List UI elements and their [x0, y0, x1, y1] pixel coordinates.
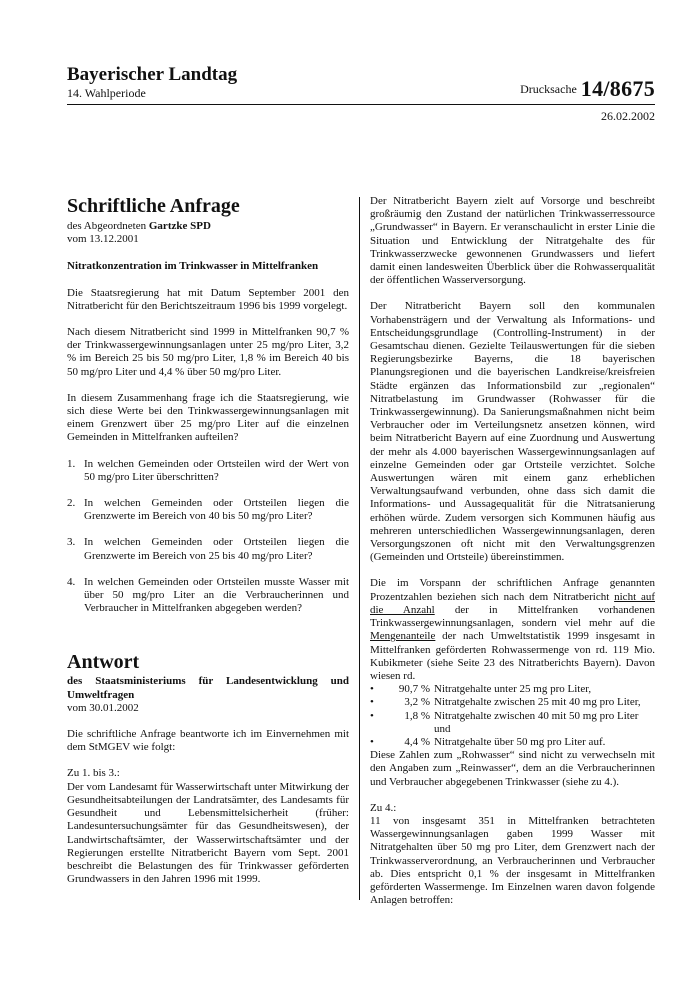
bullet-icon: • — [370, 683, 374, 696]
question-item — [67, 458, 349, 484]
list-item — [370, 683, 655, 696]
left-column — [67, 195, 349, 899]
list-text: Nitratgehalte zwischen 25 mit 40 mg pro Liter, — [434, 696, 641, 709]
bullet-icon: • — [370, 709, 374, 722]
underlined-text: Mengenanteile — [370, 630, 436, 643]
answer-paragraph: Der vom Landesamt für Wasserwirtschaft unter Mitwirkung der Gesundheitsabteilungen der Landratsämter, des Landesamts für Gesundheit und Lebensmittelsicherheit (früher: Landesuntersuchungsämter für das Gesundheitswesen), der Landwirtschaftsämter, der Wasserwirtschaftsämter und der Regierungen erstellte Nitratbericht Bayern vom Sept. 2001 beschreibt die Belastungen des für Trinkwasser geförderten Grundwassers in den Jahren 1996 mit 1999. — [67, 780, 349, 886]
author-prefix: des Abgeordneten — [67, 220, 147, 232]
list-continuation — [370, 723, 655, 736]
answer-paragraph: 11 von insgesamt 351 in Mittelfranken betrachteten Wassergewinnungsanlagen gaben 1999 Wasser mit Nitratgehalten über 50 mg pro Liter, dem Grenzwert nach der Trinkwasserverordnung, an Verbraucherinnen und Verbraucher ab. Dies entspricht 0,1 % der insgesamt in Mittelfranken geförderten Wassermenge. Im Einzelnen waren davon folgende Anlagen betroffen: — [370, 814, 655, 907]
answer-intro: Die schriftliche Anfrage beantworte ich im Einvernehmen mit dem StMGEV wie folgt: — [67, 728, 349, 754]
question-text: In welchen Gemeinden oder Ortsteilen liegen die Grenzwerte im Bereich von 40 bis 50 mg/pro Liter? — [84, 497, 349, 523]
list-text: Nitratgehalte zwischen 40 mit 50 mg pro Liter — [434, 709, 639, 722]
question-item — [67, 576, 349, 616]
document-date: 26.02.2002 — [601, 109, 655, 123]
legislative-period: 14. Wahlperiode — [67, 86, 146, 100]
parliament-name: Bayerischer Landtag — [67, 64, 238, 85]
column-divider — [359, 197, 360, 900]
drucksache-label: Drucksache — [520, 82, 577, 96]
answer-ministry: des Staatsministeriums für Landesentwicklung und Umweltfragen — [67, 675, 349, 701]
drucksache — [520, 76, 655, 102]
answer-title: Antwort — [67, 651, 140, 674]
inquiry-date: vom 13.12.2001 — [67, 233, 139, 246]
question-text: In welchen Gemeinden oder Ortsteilen musste Wasser mit über 50 mg/pro Liter an die Verbraucherinnen und Verbraucher in Mittelfranken abgegeben werden? — [84, 575, 349, 615]
answer-paragraph — [370, 577, 655, 683]
inquiry-topic: Nitratkonzentration im Trinkwasser in Mittelfranken — [67, 260, 319, 273]
header-rule — [67, 104, 655, 105]
question-number: 2. — [67, 497, 76, 510]
drucksache-number: 14/8675 — [580, 76, 655, 101]
inquiry-title: Schriftliche Anfrage — [67, 195, 240, 217]
inquiry-paragraph: Die Staatsregierung hat mit Datum September 2001 den Nitratbericht für den Berichtszeitraum 1996 bis 1999 vorgelegt. — [67, 286, 349, 312]
text-run: der in Mittelfranken vorhandenen Trinkwassergewinnungsanlagen, sondern viel mehr auf die — [370, 603, 656, 630]
text-run: Die im Vorspann der schriftlichen Anfrage genannten Prozentzahlen beziehen sich nach dem Nitratbericht — [370, 577, 655, 603]
question-item — [67, 536, 349, 562]
percentage: 4,4 % — [404, 735, 430, 748]
answer-paragraph: Der Nitratbericht Bayern soll den kommunalen Vorhabensträgern und der Verwaltung als Informations- und Entscheidungsgrundlage (Controlling-Instrument) in der Gesamtschau dienen. Gezielte Teilauswertungen für die sieben Regierungsbezirke Bayerns, die 18 bayerischen Planungsregionen und die bayerischen Landkreise/kreisfreien Städte ergänzen das Informationsbild zur „regionalen“ Nitratbelastung im Grundwasser (Rohwasser für die Trinkwassergewinnung). Da Sanierungsmaßnahmen nicht beim Verbraucher oder im Verteilungsnetz ansetzen können, wird beim Nitratbericht Bayern auf eine Zuordnung und Auswertung der mehr als 4.000 bayerischen Wassergewinnungsanlagen auf einzelne Gemeinden oder gar Ortsteile verzichtet. Solche Auswertungen wären mit einem ganz erheblichen Verwaltungsaufwand verbunden, ohne dass sich damit die Informations- und Aussagequalität für die Nitratsanierung erhöhen würde. Zudem versorgen sich Kommunen häufig aus mehreren unterschiedlichen Wassergewinnungsanlagen, deren Versorgungszonen oft nicht mit den Verwaltungsgrenzen (Gemeinden und Ortsteile) übereinstimmen. — [370, 300, 655, 564]
list-item — [370, 736, 655, 749]
percentage-list — [370, 683, 655, 749]
question-number: 3. — [67, 536, 76, 549]
percentage: 90,7 % — [398, 683, 430, 696]
question-text: In welchen Gemeinden oder Ortsteilen liegen die Grenzwerte im Bereich von 25 bis 40 mg/pro Liter? — [84, 536, 349, 562]
list-text: Nitratgehalte über 50 mg pro Liter auf. — [434, 735, 606, 748]
question-item — [67, 497, 349, 523]
inquiry-paragraph: In diesem Zusammenhang frage ich die Staatsregierung, wie sich diese Werte bei den Trinkwassergewinnungsanlagen mit einem Grenzwert über 25 mg/pro Liter auf die einzelnen Gemeinden in Mittelfranken aufteilen? — [67, 391, 349, 444]
right-column — [370, 195, 655, 920]
list-text: Nitratgehalte unter 25 mg pro Liter, — [434, 683, 592, 696]
percentage: 1,8 % — [404, 709, 430, 722]
percentage: 3,2 % — [404, 696, 430, 709]
answer-paragraph: Der Nitratbericht Bayern zielt auf Vorsorge und beschreibt großräumig den Zustand der natürlichen Trinkwasserressource „Grundwasser“ in Bayern. Er veranschaulicht in erster Linie die Situation und Entwicklung der Nitratgehalte des für Trinkwasserzwecke gewonnenen Grundwassers und liefert damit einen landesweiten Überblick über die Rohwasserqualität der öffentlichen Wasserversorgung. — [370, 195, 655, 287]
inquiry-author — [67, 220, 349, 233]
list-text: und — [434, 722, 451, 735]
inquiry-paragraph: Nach diesem Nitratbericht sind 1999 in Mittelfranken 90,7 % der Trinkwassergewinnungsanlagen unter 25 mg/pro Liter, 3,2 % im Bereich 25 bis 50 mg/pro Liter, 1,8 % im Bereich 40 bis 50 mg/pro Liter und 4,4 % über 50 mg/pro Liter. — [67, 326, 349, 378]
list-item — [370, 696, 655, 709]
bullet-icon: • — [370, 696, 374, 709]
question-number: 4. — [67, 575, 76, 588]
author-name: Gartzke SPD — [148, 220, 211, 232]
question-number: 1. — [67, 457, 76, 470]
text-run: der nach Umweltstatistik 1999 insgesamt in Mittelfranken geförderten Rohwassermenge von rd. 119 Mio. Kubikmeter (siehe Seite 23 des Nitratberichts Bayern). Davon wiesen rd. — [370, 630, 655, 682]
bullet-icon: • — [370, 735, 374, 748]
underlined-text: nicht auf die Anzahl — [370, 590, 656, 616]
question-text: In welchen Gemeinden oder Ortsteilen wird der Wert von 50 mg/pro Liter überschritten? — [84, 457, 349, 483]
list-item — [370, 710, 655, 723]
answer-section-label: Zu 4.: — [370, 801, 397, 814]
answer-paragraph: Diese Zahlen zum „Rohwasser“ sind nicht zu verwechseln mit den Angaben zum „Reinwasser“, dem an die Verbraucherinnen und Verbraucher abgegebenen Trinkwasser (siehe zu 4.). — [370, 749, 655, 788]
answer-section-label: Zu 1. bis 3.: — [67, 767, 120, 780]
answer-date: vom 30.01.2002 — [67, 701, 139, 714]
